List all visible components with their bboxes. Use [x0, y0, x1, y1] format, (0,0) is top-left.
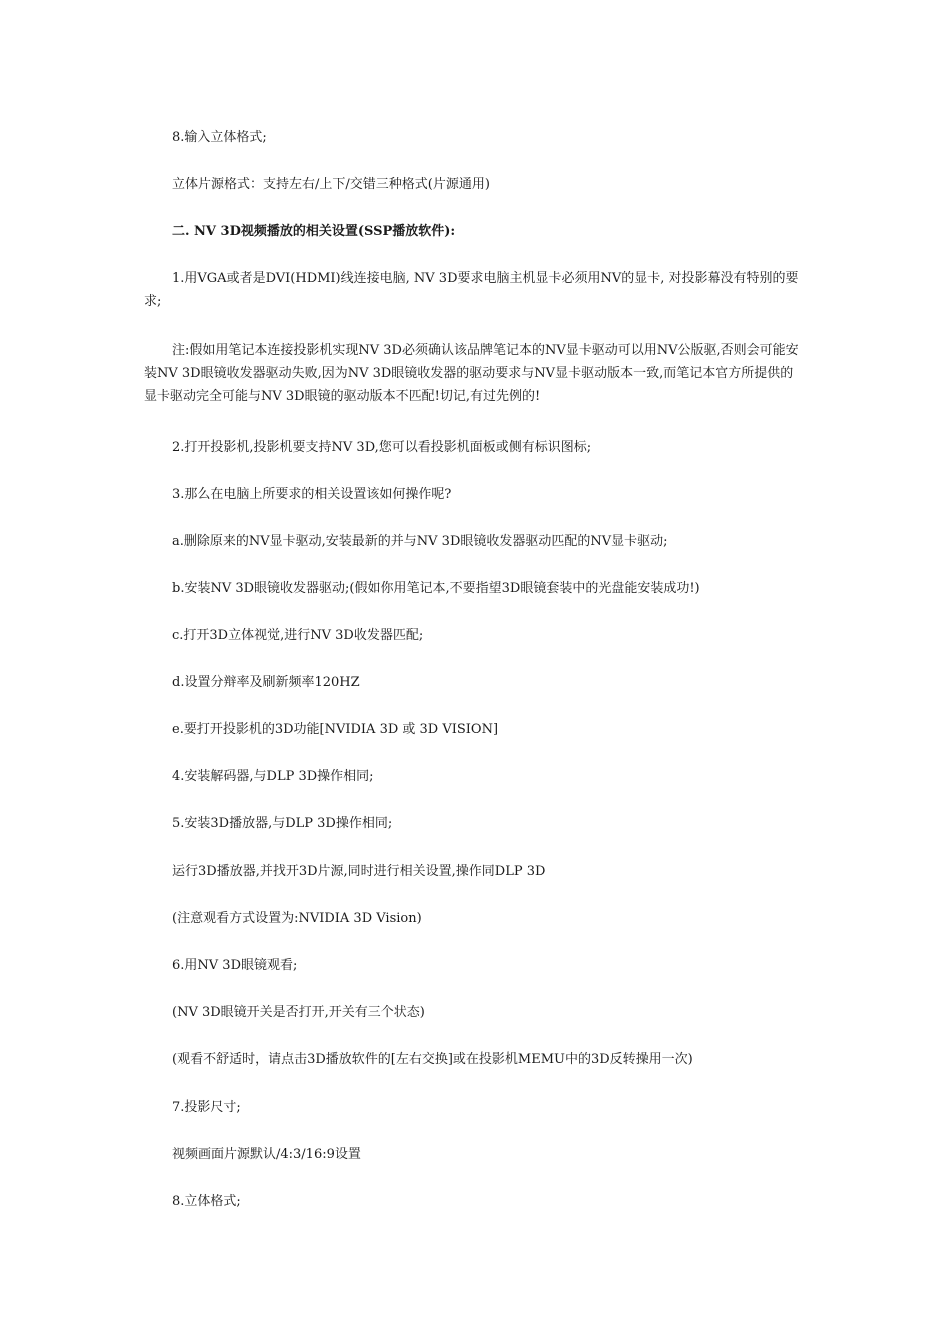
paragraph-step-3: 3.那么在电脑上所要求的相关设置该如何操作呢? [172, 487, 452, 502]
paragraph-input-stereo-format: 8.输入立体格式; [172, 130, 267, 145]
paragraph-step-3b: b.安装NV 3D眼镜收发器驱动;(假如你用笔记本,不要指望3D眼镜套装中的光盘能安装成功!) [172, 581, 700, 596]
paragraph-step-3c: c.打开3D立体视觉,进行NV 3D收发器匹配; [172, 628, 424, 643]
paragraph-step-8: 8.立体格式; [172, 1194, 241, 1209]
paragraph-stereo-source-format: 立体片源格式：支持左右/上下/交错三种格式(片源通用) [172, 177, 490, 192]
paragraph-discomfort-note: (观看不舒适时，请点击3D播放软件的[左右交换]或在投影机MEMU中的3D反转操用一次) [172, 1052, 693, 1067]
paragraph-step-3d: d.设置分辩率及刷新频率120HZ [172, 675, 360, 690]
paragraph-step-1: 1.用VGA或者是DVI(HDMI)线连接电脑, NV 3D要求电脑主机显卡必须用NV的显卡, 对投影幕没有特别的要求; [144, 271, 799, 309]
paragraph-step-3e: e.要打开投影机的3D功能[NVIDIA 3D 或 3D VISION] [172, 722, 499, 737]
paragraph-viewing-mode-note: (注意观看方式设置为:NVIDIA 3D Vision) [172, 911, 422, 926]
paragraph-step-4: 4.安装解码器,与DLP 3D操作相同; [172, 769, 374, 784]
section-heading-nv3d: 二. NV 3D视频播放的相关设置(SSP播放软件): [172, 224, 456, 239]
paragraph-step-3a: a.删除原来的NV显卡驱动,安装最新的并与NV 3D眼镜收发器驱动匹配的NV显卡驱动; [172, 534, 668, 549]
paragraph-glasses-switch-note: (NV 3D眼镜开关是否打开,开关有三个状态) [172, 1005, 425, 1020]
paragraph-step-5: 5.安装3D播放器,与DLP 3D操作相同; [172, 816, 393, 831]
paragraph-aspect-settings: 视频画面片源默认/4:3/16:9设置 [172, 1147, 361, 1162]
paragraph-step-7: 7.投影尺寸; [172, 1100, 241, 1115]
paragraph-run-player: 运行3D播放器,并找开3D片源,同时进行相关设置,操作同DLP 3D [172, 864, 546, 879]
paragraph-step-2: 2.打开投影机,投影机要支持NV 3D,您可以看投影机面板或侧有标识图标; [172, 440, 592, 455]
paragraph-note-laptop: 注:假如用笔记本连接投影机实现NV 3D必须确认该品牌笔记本的NV显卡驱动可以用NV公版驱,否则会可能安装NV 3D眼镜收发器驱动失败,因为NV 3D眼镜收发器的驱动要求与NV显卡驱动版本一致,而笔记本官方所提供的显卡驱动完全可能与NV 3D眼镜的驱动版本不匹配!切记,有过先例的! [144, 343, 799, 404]
paragraph-step-6: 6.用NV 3D眼镜观看; [172, 958, 298, 973]
